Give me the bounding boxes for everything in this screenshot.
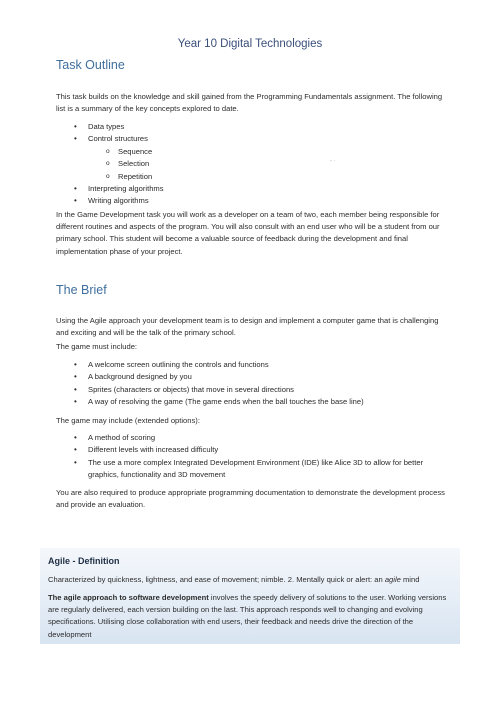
document-title: Year 10 Digital Technologies [177, 38, 323, 50]
brief-heading: The Brief [56, 283, 107, 297]
agile-definition-title: Agile - Definition [48, 556, 120, 566]
must-include-list [74, 359, 364, 409]
must-include-heading: The game must include: [56, 342, 138, 351]
definition-text: Characterized by quickness, lightness, and ease of movement; nimble. 2. Mentally quick or alert: an [48, 575, 385, 584]
may-include-list [74, 432, 454, 482]
agile-definition-box [40, 548, 460, 644]
list-item: • The use a more complex Integrated Development Environment (IDE) like Alice 3D to allow for better graphics, functionality and 3D movement [74, 457, 454, 482]
list-item: • Interpreting algorithms [74, 183, 164, 195]
list-item: o Repetition [88, 171, 164, 183]
list-item [74, 133, 164, 183]
list-item: • Sprites (characters or objects) that move in several directions [74, 384, 364, 396]
scan-speck: - · [330, 158, 336, 164]
list-item: o Sequence [88, 146, 164, 158]
may-include-heading: The game may include (extended options): [56, 416, 200, 425]
list-item: • A background designed by you [74, 371, 364, 383]
agile-approach-description: involves the speedy delivery of solutions to the user. Working versions are regularly delivered, each version building on the last. This approach responds well to changing and evolving specifications. Utilising close collaboration with end users, their feedback and needs drive the direction of the development [48, 593, 447, 639]
list-item: • A way of resolving the game (The game ends when the ball touches the base line) [74, 396, 364, 408]
agile-definition-text [48, 574, 452, 586]
list-item: • A method of scoring [74, 432, 454, 444]
task-outline-intro: This task builds on the knowledge and skill gained from the Programming Fundamentals assignment. The following list is a summary of the key concepts explored to date. [56, 92, 443, 114]
control-structures-sublist [88, 146, 164, 183]
list-item-label: Control structures [88, 134, 148, 144]
agile-approach-text [48, 592, 452, 641]
list-item: o Selection [88, 158, 164, 170]
brief-intro: Using the Agile approach your development team is to design and implement a computer game that is challenging and exciting and will be the talk of the primary school. [56, 316, 439, 338]
definition-italic-word: agile [384, 575, 401, 584]
game-development-paragraph: In the Game Development task you will work as a developer on a team of two, each member being responsible for different routines and aspects of the program. You will also consult with an end user who will be a student from our primary school. This student will become a valuable source of feedback during the development and final implementation phase of your project. [56, 210, 440, 256]
definition-text-end: mind [400, 575, 420, 584]
concepts-list [74, 121, 164, 208]
task-outline-heading: Task Outline [56, 58, 125, 72]
list-item: • Data types [74, 121, 164, 133]
agile-approach-term: The agile approach to software development [48, 593, 209, 602]
list-item: • A welcome screen outlining the controls and functions [74, 359, 364, 371]
list-item: • Writing algorithms [74, 195, 164, 207]
documentation-paragraph: You are also required to produce appropriate programming documentation to demonstrate the development process and provide an evaluation. [56, 488, 445, 510]
list-item: • Different levels with increased difficulty [74, 444, 454, 456]
